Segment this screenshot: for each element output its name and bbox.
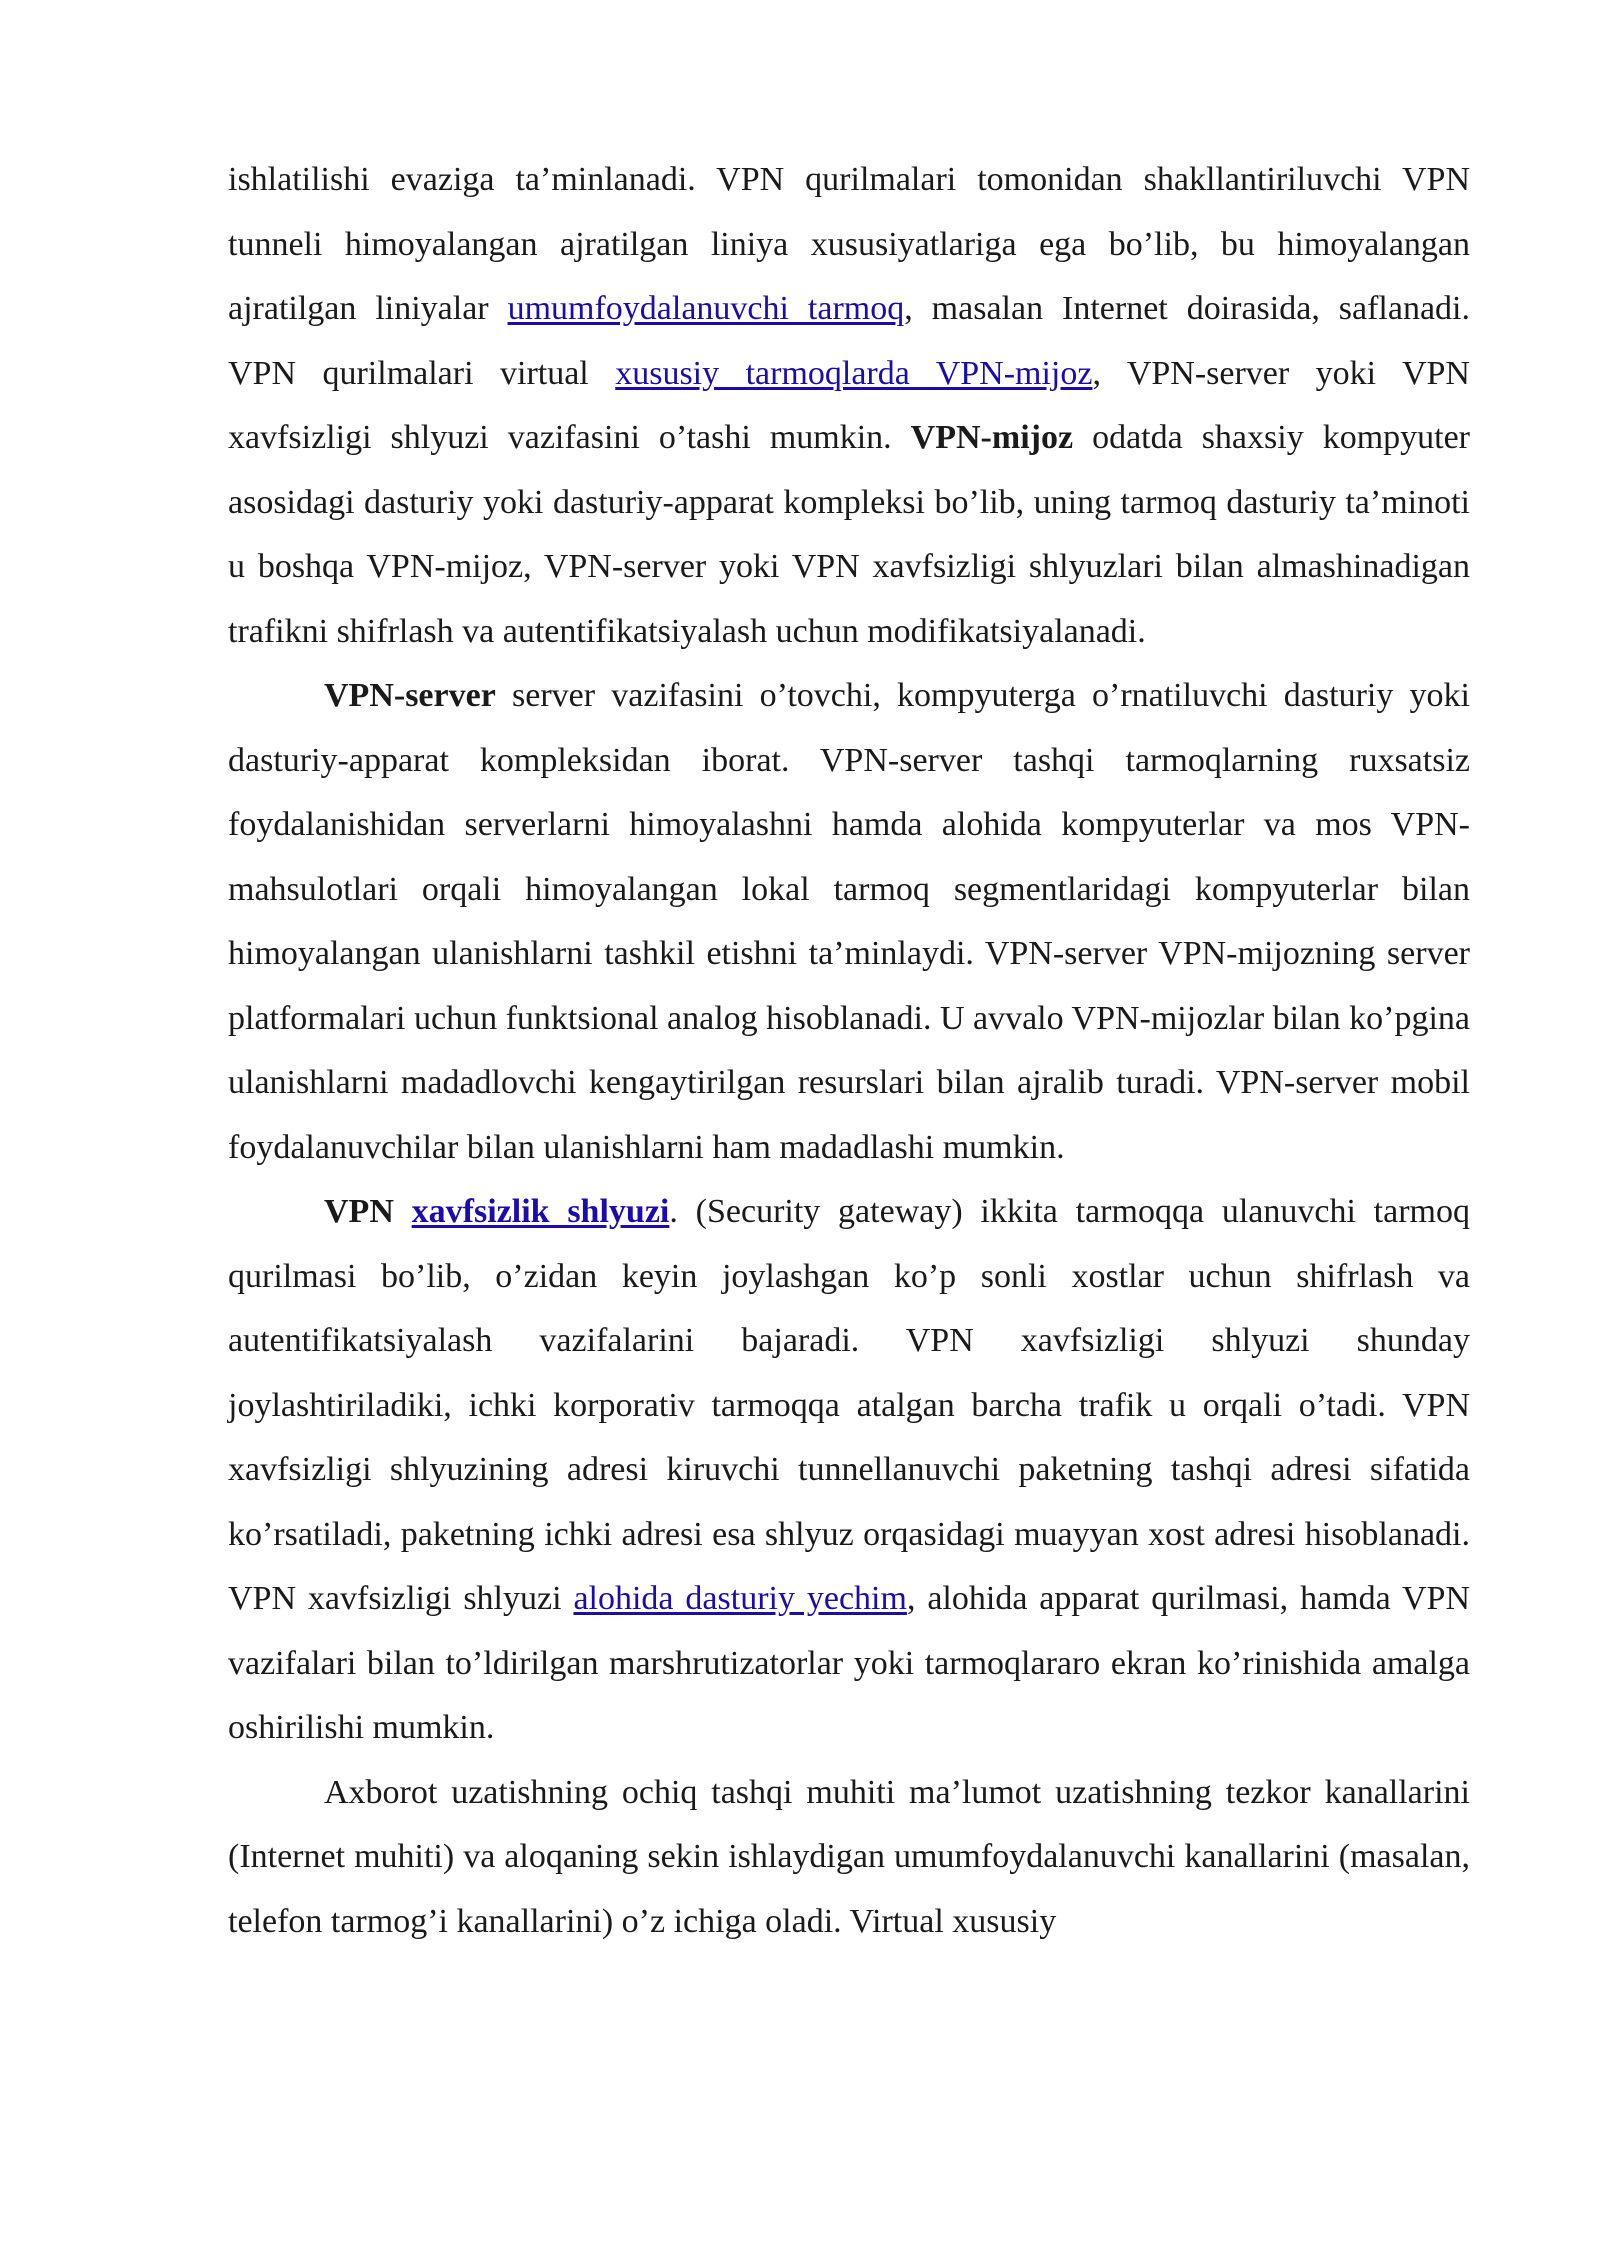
paragraph-text: , masalan Internet doirasida, saflanadi. VPN qurilmalari virtual xyxy=(228,290,1470,392)
paragraph-3 xyxy=(228,1180,1470,1761)
paragraph-text: Axborot uzatishning ochiq tashqi muhiti ma’lumot uzatishning tezkor kanallarini (Internet muhiti) va aloqaning sekin ishlaydigan umumfoydalanuvchi kanallarini (masalan, telefon tarmog’i kanallarini) o’z ichiga oladi. Virtual xususiy xyxy=(228,1773,1470,1940)
term-vpn: VPN xyxy=(324,1193,412,1230)
term-vpn-mijoz: VPN-mijoz xyxy=(910,419,1074,456)
paragraph-text: ishlatilishi evaziga ta’minlanadi. VPN qurilmalari tomonidan shakllantiriluvchi VPN tunneli himoyalangan ajratilgan liniya xususiyatlariga ega bo’lib, bu himoyalangan ajratilgan liniyalar xyxy=(228,161,1470,327)
paragraph-text: . (Security gateway) ikkita tarmoqqa ulanuvchi tarmoq qurilmasi bo’lib, o’zidan keyin joylashgan ko’p sonli xostlar uchun shifrlash va autentifikatsiyalash vazifalarini bajaradi. VPN xavfsizligi shlyuzi shunday joylashtiriladiki, ichki korporativ tarmoqqa atalgan barcha trafik u orqali o’tadi. VPN xavfsizligi shlyuzining adresi kiruvchi tunnellanuvchi paketning tashqi adresi sifatida ko’rsatiladi, paketning ichki adresi esa shlyuz orqasidagi muayyan xost adresi hisoblanadi. VPN xavfsizligi shlyuzi xyxy=(228,1193,1470,1617)
document-page xyxy=(228,148,1470,1954)
link-alohida-dasturiy-yechim[interactable]: alohida dasturiy yechim xyxy=(573,1580,907,1617)
link-xususiy-tarmoqlarda-vpn-mijoz[interactable]: xususiy tarmoqlarda VPN-mijoz xyxy=(615,354,1093,392)
paragraph-2 xyxy=(228,664,1470,1180)
term-xavfsizlik-shlyuzi: xavfsizlik shlyuzi xyxy=(411,1193,670,1230)
link-umumfoydalanuvchi-tarmoq[interactable]: umumfoydalanuvchi tarmoq xyxy=(507,290,905,327)
link-xavfsizlik-shlyuzi[interactable] xyxy=(412,1193,670,1230)
term-vpn-server: VPN-server xyxy=(324,677,496,714)
paragraph-4 xyxy=(228,1761,1470,1955)
paragraph-text: , alohida apparat qurilmasi, hamda VPN vazifalari bilan to’ldirilgan marshrutizatorlar yoki tarmoqlararo ekran ko’rinishida amalga oshirilishi mumkin. xyxy=(228,1580,1470,1746)
paragraph-text: odatda shaxsiy kompyuter asosidagi dasturiy yoki dasturiy-apparat kompleksi bo’lib, uning tarmoq dasturiy ta’minoti u boshqa VPN-mijoz, VPN-server yoki VPN xavfsizligi shlyuzlari bilan almashinadigan trafikni shifrlash va autentifikatsiyalash uchun modifikatsiyalanadi. xyxy=(228,419,1470,650)
paragraph-1 xyxy=(228,148,1470,664)
paragraph-text: server vazifasini o’tovchi, kompyuterga o’rnatiluvchi dasturiy yoki dasturiy-apparat kompleksidan iborat. VPN-server tashqi tarmoqlarning ruxsatsiz foydalanishidan serverlarni himoyalashni hamda alohida kompyuterlar va mos VPN-mahsulotlari orqali himoyalangan lokal tarmoq segmentlaridagi kompyuterlar bilan himoyalangan ulanishlarni tashkil etishni ta’minlaydi. VPN-server VPN-mijozning server platformalari uchun funktsional analog hisoblanadi. U avvalo VPN-mijozlar bilan ko’pgina ulanishlarni madadlovchi kengaytirilgan resurslari bilan ajralib turadi. VPN-server mobil foydalanuvchilar bilan ulanishlarni ham madadlashi mumkin. xyxy=(228,677,1470,1166)
paragraph-text: , VPN-server yoki VPN xavfsizligi shlyuzi vazifasini o’tashi mumkin. xyxy=(228,354,1470,456)
